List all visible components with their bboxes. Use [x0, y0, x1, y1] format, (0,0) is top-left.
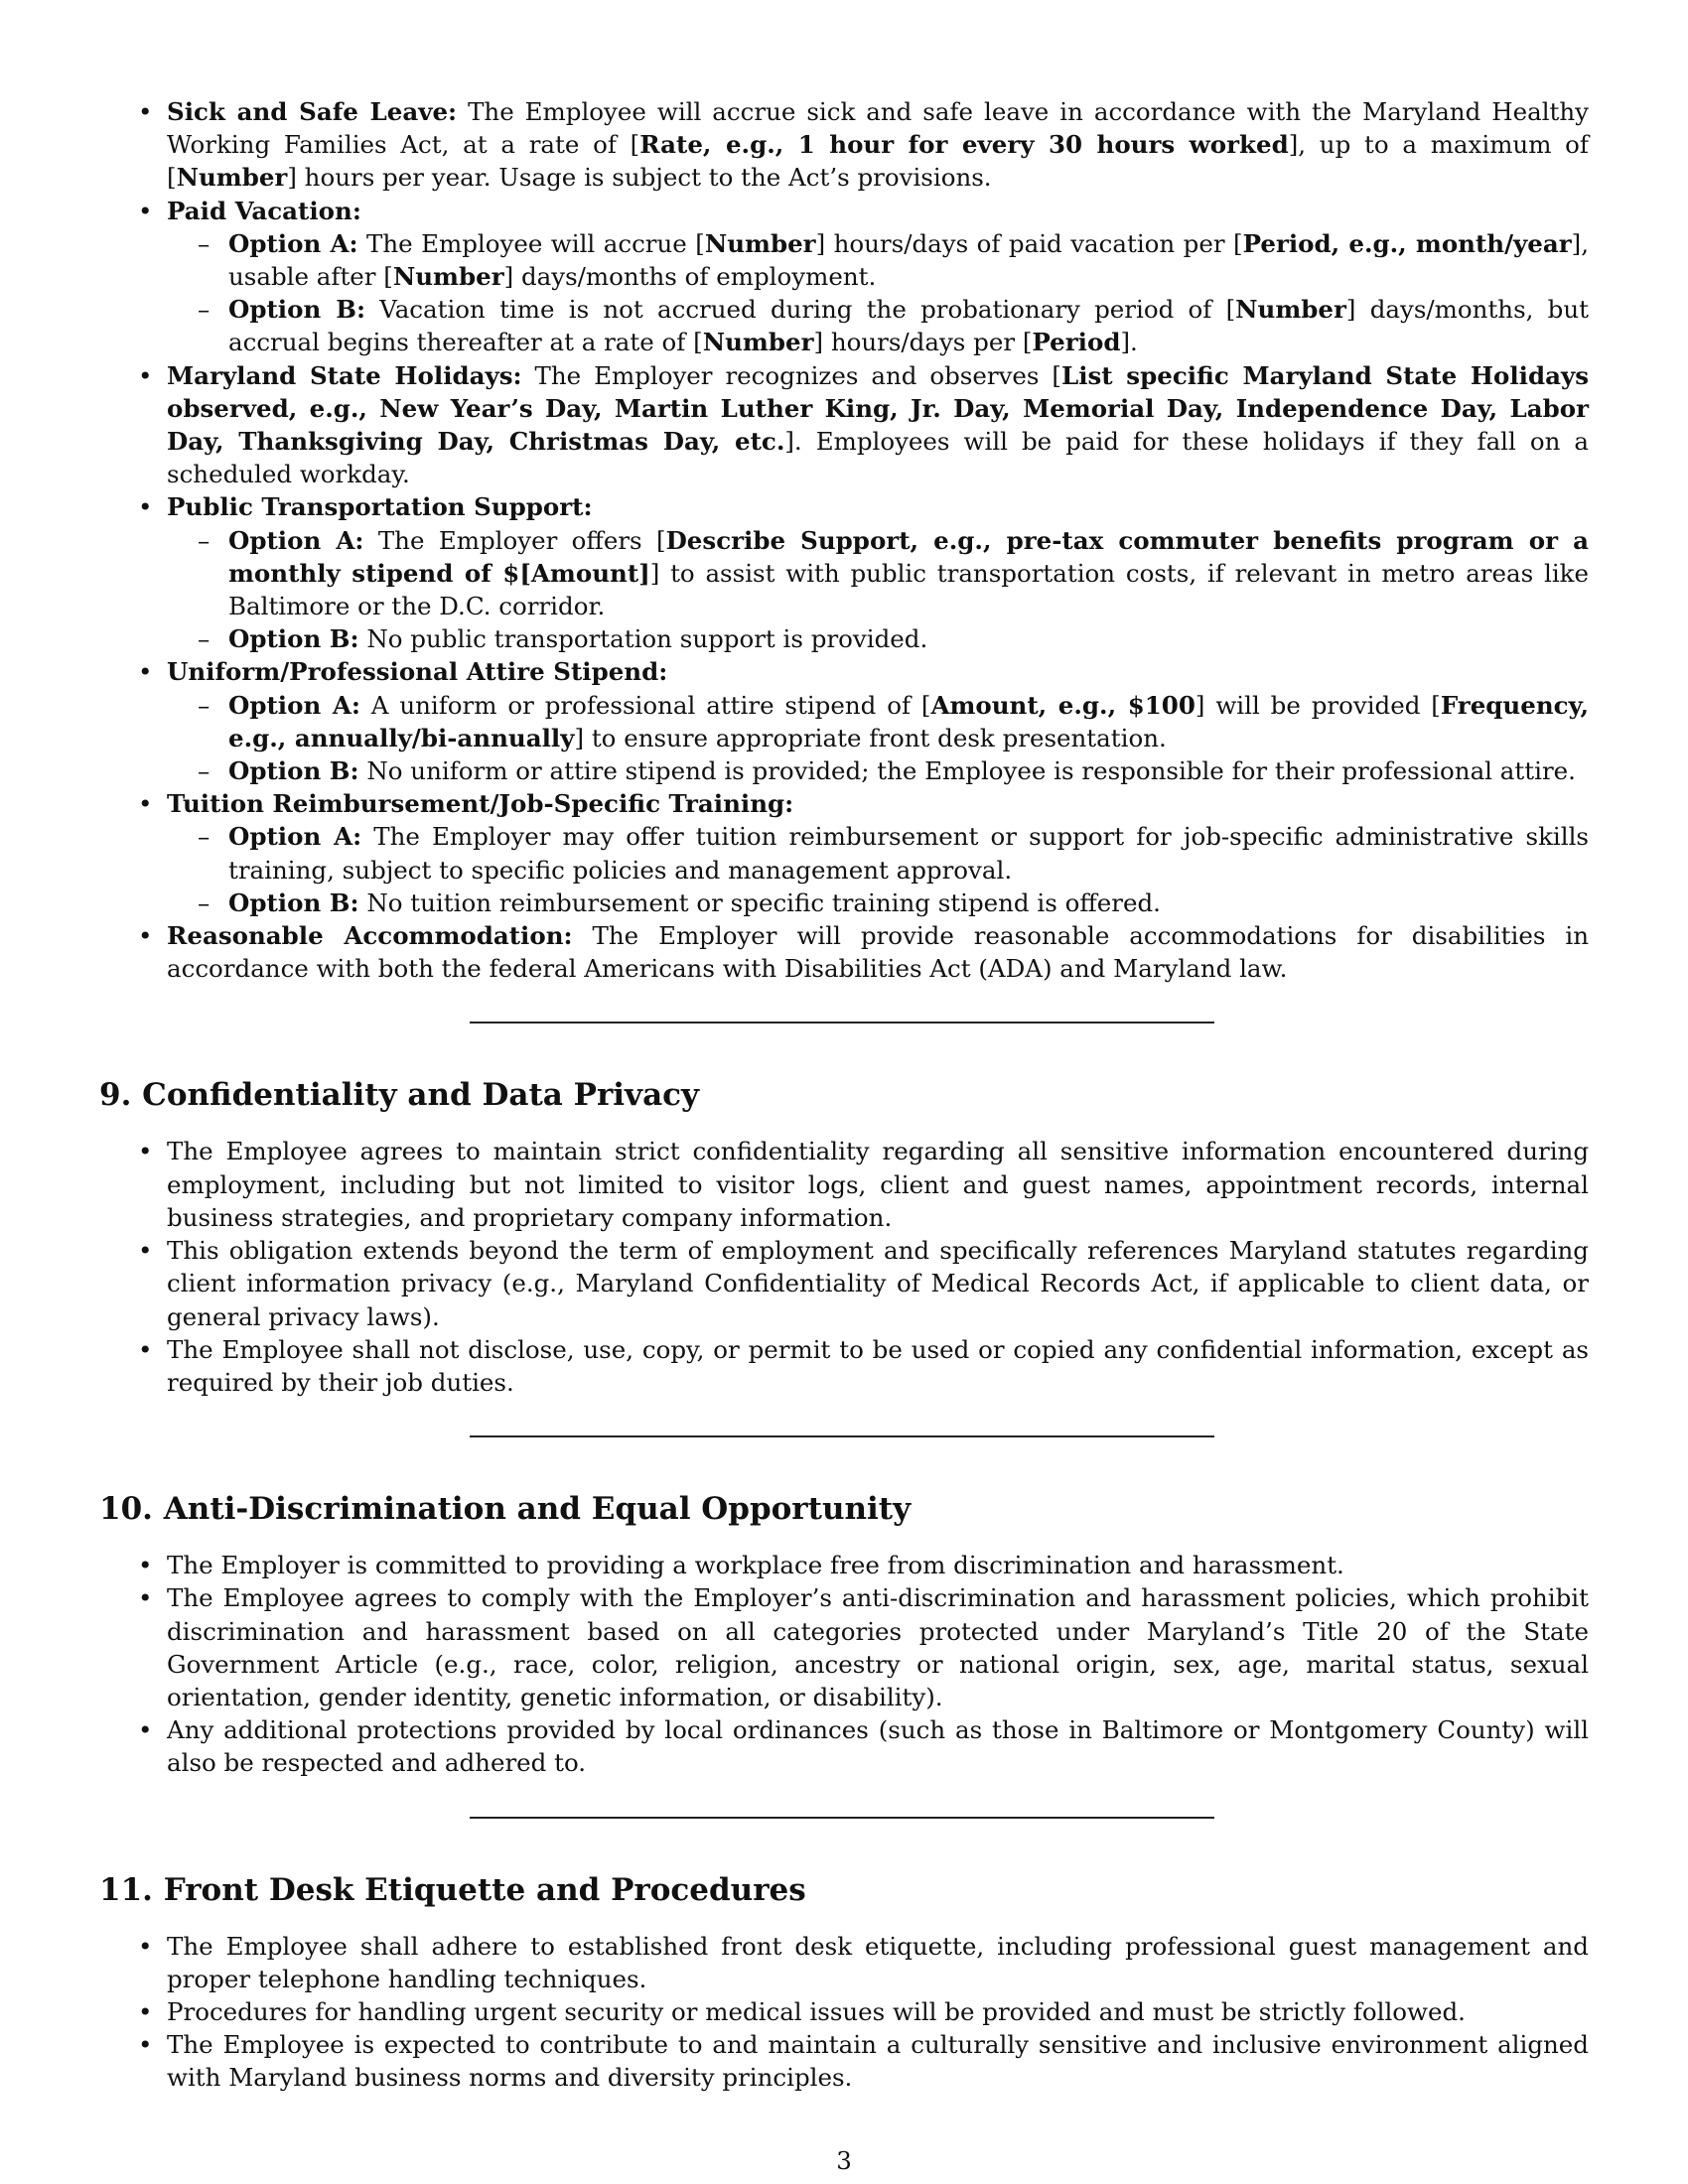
uniform-option-a: – Option A: A uniform or professional attire stipend of [Amount, e.g., $100] will be provided [Frequency, e.g., annually/bi-annually] to ensure appropriate front desk presentation. [167, 689, 1589, 754]
list-item: • The Employee agrees to comply with the Employer’s anti-discrimination and harassment policies, which prohibit discrimination and harassment based on all categories protected under Maryland’s Title 20 of the State Government Article (e.g., race, color, religion, ancestry or national origin, sex, age, marital status, sexual orientation, gender identity, genetic information, or disability). [167, 1581, 1589, 1713]
document-page [99, 95, 1590, 2095]
section-divider [470, 1022, 1214, 1024]
tuition-options [167, 820, 1589, 919]
transport-option-b: – Option B: No public transportation support is provided. [167, 622, 1589, 655]
benefits-list [167, 95, 1589, 985]
transport-options [167, 524, 1589, 656]
list-item-accommodation: • Reasonable Accommodation: The Employer will provide reasonable accommodations for disabilities in accordance with both the federal Americans with Disabilities Act (ADA) and Maryland law. [167, 919, 1589, 985]
list-item-sick-leave: • Sick and Safe Leave: The Employee will accrue sick and safe leave in accordance with the Maryland Healthy Working Families Act, at a rate of [Rate, e.g., 1 hour for every 30 hours worked], up to a maximum of [Number] hours per year. Usage is subject to the Act’s provisions. [167, 95, 1589, 195]
list-item-uniform: • Uniform/Professional Attire Stipend: – Option A: A uniform or professional attire stipend of [Amount, e.g., $100] will be provided [Frequency, e.g., annually/bi-annually] to ensure appropriate front desk presentation. – Option B: No uniform or attire stipend is provided; the Employee is responsible for their professional attire. [167, 655, 1589, 787]
uniform-options [167, 689, 1589, 788]
section-divider [470, 1817, 1214, 1819]
section-10-list [167, 1549, 1589, 1779]
list-item: • The Employee shall adhere to established front desk etiquette, including professional guest management and proper telephone handling techniques. [167, 1930, 1589, 1995]
list-item-state-holidays: • Maryland State Holidays: The Employer recognizes and observes [List specific Maryland State Holidays observed, e.g., New Year’s Day, Martin Luther King, Jr. Day, Memorial Day, Independence Day, Labor Day, Thanksgiving Day, Christmas Day, etc.]. Employees will be paid for these holidays if they fall on a scheduled workday. [167, 359, 1589, 491]
uniform-option-b: – Option B: No uniform or attire stipend is provided; the Employee is responsible for their professional attire. [167, 754, 1589, 787]
vacation-option-a: – Option A: The Employee will accrue [Number] hours/days of paid vacation per [Period, e.g., month/year], usable after [Number] days/months of employment. [167, 227, 1589, 293]
list-item: • Any additional protections provided by local ordinances (such as those in Baltimore or Montgomery County) will also be respected and adhered to. [167, 1713, 1589, 1779]
section-11-heading: 11. Front Desk Etiquette and Procedures [99, 1871, 806, 1908]
transport-option-a: – Option A: The Employer offers [Describe Support, e.g., pre-tax commuter benefits program or a monthly stipend of $[Amount]] to assist with public transportation costs, if relevant in metro areas like Baltimore or the D.C. corridor. [167, 524, 1589, 623]
section-9-list [167, 1135, 1589, 1399]
section-divider [470, 1435, 1214, 1437]
vacation-option-b: – Option B: Vacation time is not accrued during the probationary period of [Number] days/months, but accrual begins thereafter at a rate of [Number] hours/days per [Period]. [167, 293, 1589, 358]
vacation-options [167, 227, 1589, 359]
list-item-transport: • Public Transportation Support: – Option A: The Employer offers [Describe Support, e.g., pre-tax commuter benefits program or a monthly stipend of $[Amount]] to assist with public transportation costs, if relevant in metro areas like Baltimore or the D.C. corridor. – Option B: No public transportation support is provided. [167, 490, 1589, 655]
section-9-heading: 9. Confidentiality and Data Privacy [99, 1077, 700, 1114]
tuition-option-a: – Option A: The Employer may offer tuition reimbursement or support for job-specific administrative skills training, subject to specific policies and management approval. [167, 820, 1589, 886]
list-item: • The Employee shall not disclose, use, copy, or permit to be used or copied any confidential information, except as required by their job duties. [167, 1333, 1589, 1399]
list-item: • Procedures for handling urgent security or medical issues will be provided and must be strictly followed. [167, 1995, 1589, 2028]
list-item: • The Employer is committed to providing a workplace free from discrimination and harassment. [167, 1549, 1589, 1581]
page-number: 3 [836, 2146, 852, 2175]
tuition-option-b: – Option B: No tuition reimbursement or specific training stipend is offered. [167, 887, 1589, 919]
list-item-tuition: • Tuition Reimbursement/Job-Specific Training: – Option A: The Employer may offer tuition reimbursement or support for job-specific administrative skills training, subject to specific policies and management approval. – Option B: No tuition reimbursement or specific training stipend is offered. [167, 787, 1589, 919]
list-item-paid-vacation: • Paid Vacation: – Option A: The Employee will accrue [Number] hours/days of paid vacation per [Period, e.g., month/year], usable after [Number] days/months of employment. – Option B: Vacation time is not accrued during the probationary period of [Number] days/months, but accrual begins thereafter at a rate of [Number] hours/days per [Period]. [167, 195, 1589, 359]
list-item: • The Employee agrees to maintain strict confidentiality regarding all sensitive information encountered during employment, including but not limited to visitor logs, client and guest names, appointment records, internal business strategies, and proprietary company information. [167, 1135, 1589, 1234]
list-item: • The Employee is expected to contribute to and maintain a culturally sensitive and inclusive environment aligned with Maryland business norms and diversity principles. [167, 2028, 1589, 2094]
section-10-heading: 10. Anti-Discrimination and Equal Opportunity [99, 1491, 912, 1528]
list-item: • This obligation extends beyond the term of employment and specifically references Maryland statutes regarding client information privacy (e.g., Maryland Confidentiality of Medical Records Act, if applicable to client data, or general privacy laws). [167, 1234, 1589, 1333]
section-11-list [167, 1930, 1589, 2095]
